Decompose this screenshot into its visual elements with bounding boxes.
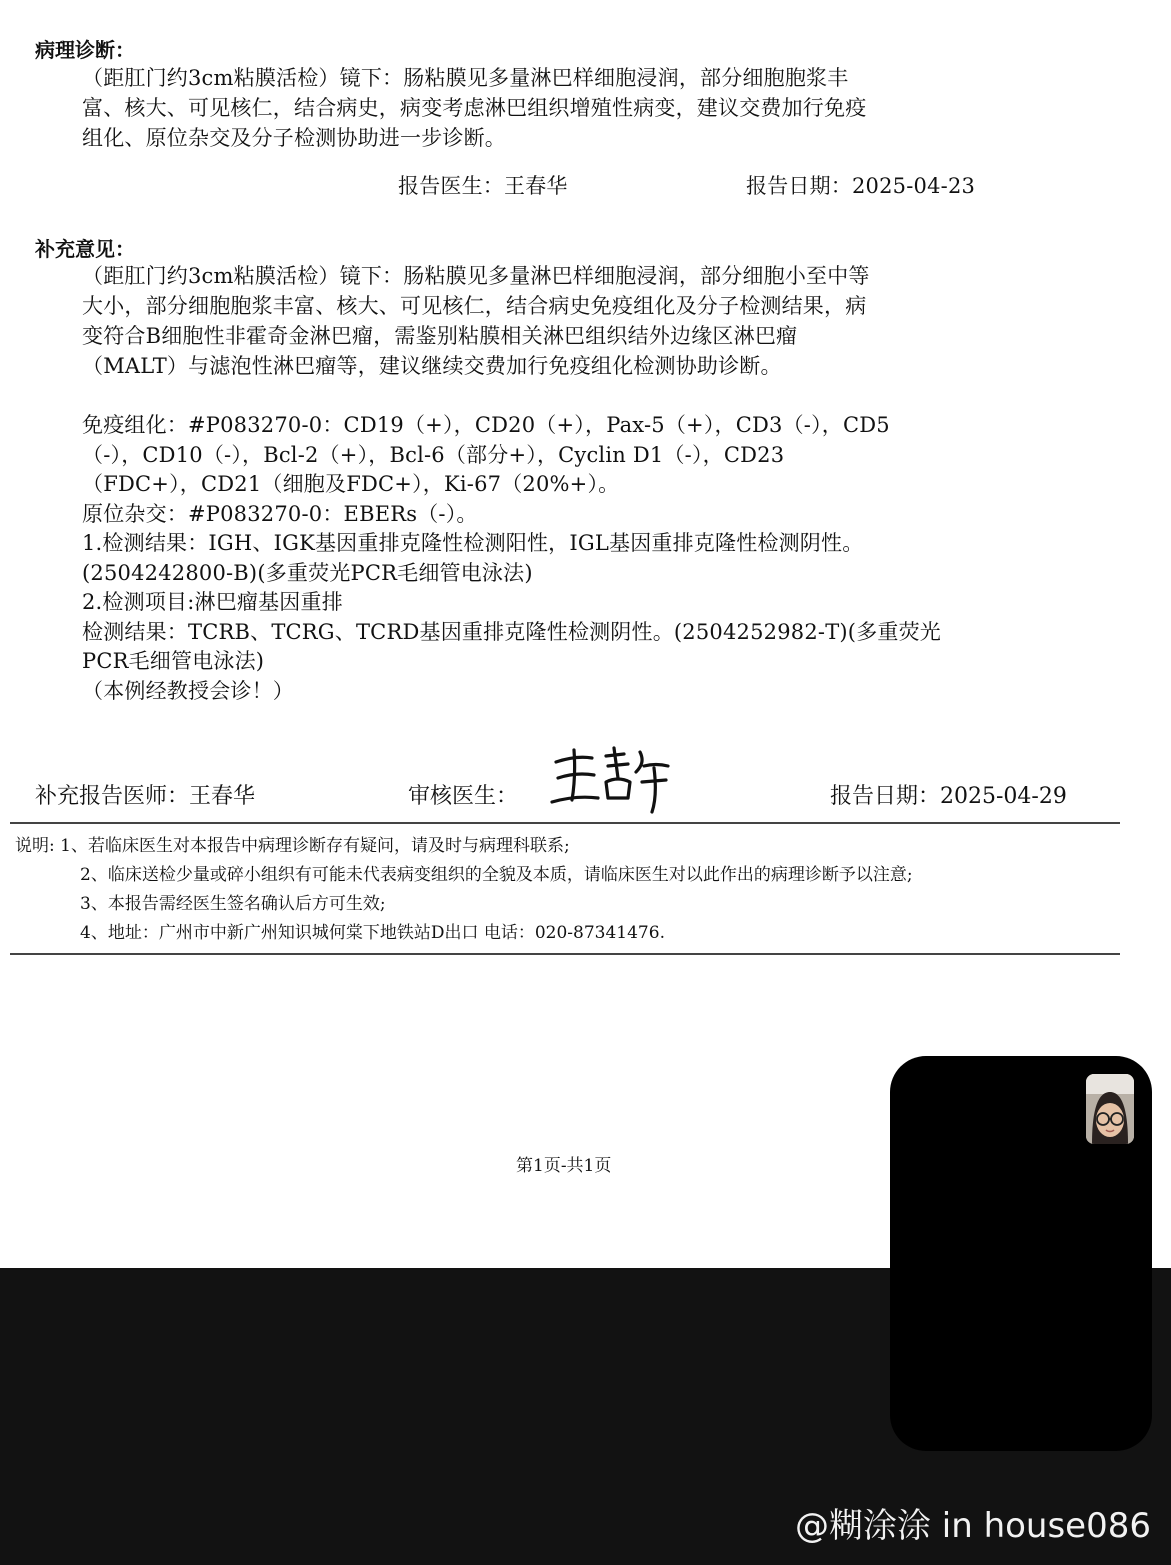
diagnosis-doctor: 报告医生：王春华 [398, 174, 568, 198]
diagnosis-date: 报告日期：2025-04-23 [746, 174, 976, 198]
divider [10, 822, 1120, 824]
watermark: @糊涂涂 in house086 [794, 1506, 1151, 1546]
supplement-line: （距肛门约3cm粘膜活检）镜下：肠粘膜见多量淋巴样细胞浸润，部分细胞小至中等 [82, 264, 870, 288]
supplement-doctor: 补充报告医师：王春华 [35, 784, 256, 809]
video-call-overlay[interactable] [890, 1056, 1152, 1451]
note-line: 3、本报告需经医生签名确认后方可生效; [80, 894, 386, 914]
page-number: 第1页-共1页 [516, 1156, 612, 1176]
result-line: 1.检测结果：IGH、IGK基因重排克隆性检测阳性，IGL基因重排克隆性检测阴性。 [82, 531, 864, 555]
supplement-line: 大小，部分细胞胞浆丰富、核大、可见核仁，结合病史免疫组化及分子检测结果，病 [82, 294, 867, 318]
note-line: 4、地址：广州市中新广州知识城何棠下地铁站D出口 电话：020-87341476. [80, 923, 665, 943]
result-line: 免疫组化：#P083270-0：CD19（+），CD20（+），Pax-5（+），CD3（-），CD5 [82, 413, 890, 437]
supplement-line: （MALT）与滤泡性淋巴瘤等，建议继续交费加行免疫组化检测协助诊断。 [82, 354, 782, 378]
result-line: （-），CD10（-），Bcl-2（+），Bcl-6（部分+），Cyclin D1（-），CD23 [82, 443, 785, 467]
divider [10, 953, 1120, 955]
supplement-date: 报告日期：2025-04-29 [830, 784, 1067, 809]
result-line: （FDC+），CD21（细胞及FDC+），Ki-67（20%+）。 [82, 472, 620, 496]
diagnosis-line: 富、核大、可见核仁，结合病史，病变考虑淋巴组织增殖性病变，建议交费加行免疫 [82, 96, 867, 120]
supplement-heading: 补充意见： [35, 237, 135, 261]
note-line: 说明: 1、若临床医生对本报告中病理诊断存有疑问，请及时与病理科联系; [15, 836, 570, 856]
supplement-line: 变符合B细胞性非霍奇金淋巴瘤，需鉴别粘膜相关淋巴组织结外边缘区淋巴瘤 [82, 324, 798, 348]
result-line: (2504242800-B)(多重荧光PCR毛细管电泳法) [82, 561, 533, 585]
result-line: （本例经教授会诊！） [82, 679, 294, 703]
result-line: 2.检测项目:淋巴瘤基因重排 [82, 590, 343, 614]
signature-image [548, 744, 674, 814]
note-line: 2、临床送检少量或碎小组织有可能未代表病变组织的全貌及本质，请临床医生对以此作出的病理诊断予以注意; [80, 865, 913, 885]
person-avatar-icon [1086, 1074, 1134, 1144]
result-line: PCR毛细管电泳法) [82, 649, 265, 673]
diagnosis-line: （距肛门约3cm粘膜活检）镜下：肠粘膜见多量淋巴样细胞浸润，部分细胞胞浆丰 [82, 66, 849, 90]
diagnosis-line: 组化、原位杂交及分子检测协助进一步诊断。 [82, 126, 506, 150]
result-line: 检测结果：TCRB、TCRG、TCRD基因重排克隆性检测阴性。(2504252982-T)(多重荧光 [82, 620, 941, 644]
camera-preview[interactable] [1086, 1074, 1134, 1144]
result-line: 原位杂交：#P083270-0：EBERs（-）。 [82, 502, 478, 526]
reviewer-label: 审核医生： [408, 784, 519, 809]
diagnosis-heading: 病理诊断： [35, 38, 135, 62]
